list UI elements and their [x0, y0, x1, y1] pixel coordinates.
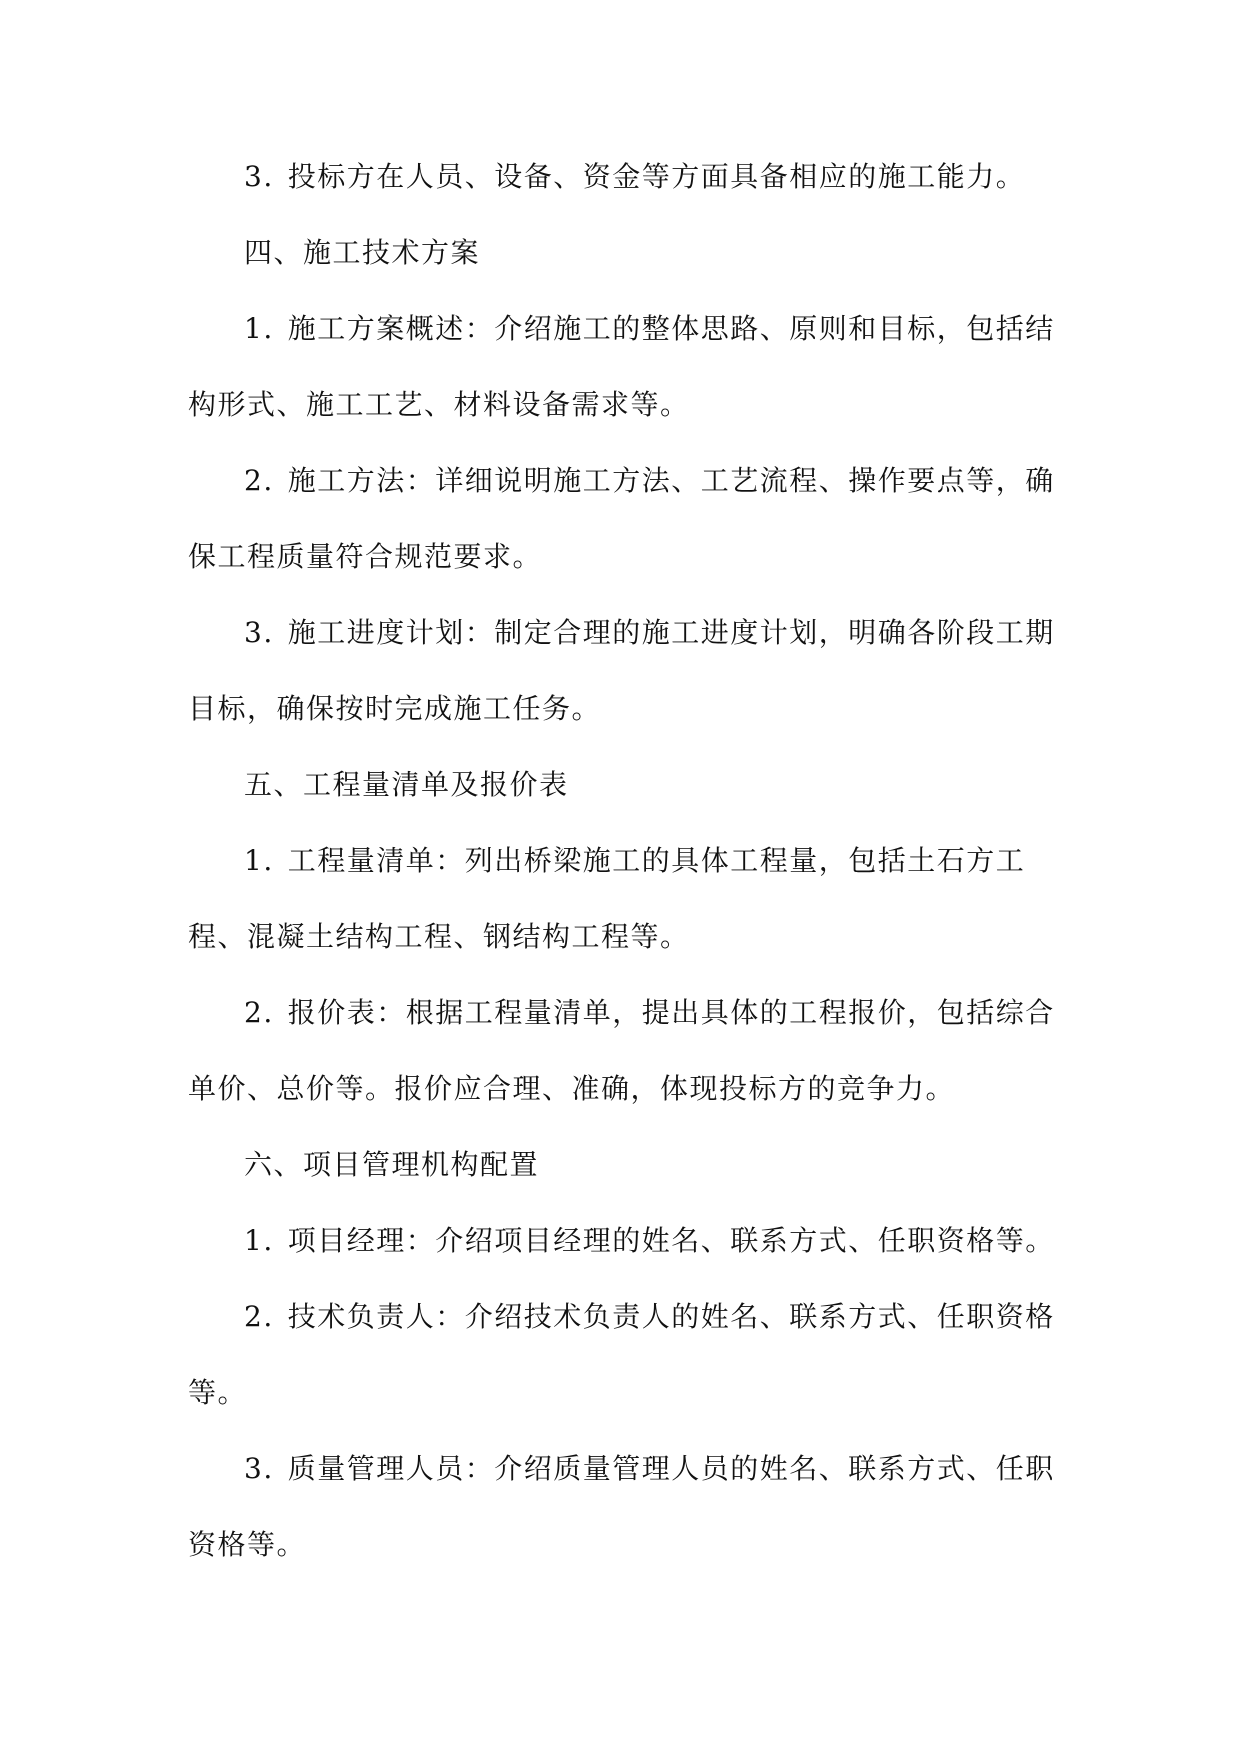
item-text: 质量管理人员：介绍质量管理人员的姓名、联系方式、任职资格等。 [188, 1452, 1055, 1561]
heading-text: 六、项目管理机构配置 [244, 1148, 540, 1181]
item-number: 1. [244, 844, 274, 877]
item-text: 施工进度计划：制定合理的施工进度计划，明确各阶段工期目标，确保按时完成施工任务。 [188, 616, 1055, 725]
item-number: 3. [244, 1452, 274, 1485]
item-text: 施工方法：详细说明施工方法、工艺流程、操作要点等，确保工程质量符合规范要求。 [188, 464, 1055, 573]
item-text: 投标方在人员、设备、资金等方面具备相应的施工能力。 [287, 160, 1026, 193]
item-number: 3. [244, 616, 274, 649]
list-item [188, 975, 1056, 1127]
list-item [188, 1203, 1056, 1279]
item-number: 2. [244, 996, 274, 1029]
item-text: 工程量清单：列出桥梁施工的具体工程量，包括土石方工程、混凝土结构工程、钢结构工程等。 [188, 844, 1026, 953]
item-number: 2. [244, 464, 274, 497]
heading-text: 五、工程量清单及报价表 [244, 768, 569, 801]
section-heading [188, 747, 1056, 823]
list-item [188, 595, 1056, 747]
list-item [188, 823, 1056, 975]
heading-text: 四、施工技术方案 [244, 236, 481, 269]
item-text: 项目经理：介绍项目经理的姓名、联系方式、任职资格等。 [287, 1224, 1055, 1257]
list-item [188, 139, 1056, 215]
list-item [188, 1431, 1056, 1583]
list-item [188, 291, 1056, 443]
list-item [188, 443, 1056, 595]
item-number: 1. [244, 312, 274, 345]
section-heading [188, 215, 1056, 291]
list-item [188, 1279, 1056, 1431]
item-number: 1. [244, 1224, 274, 1257]
item-text: 报价表：根据工程量清单，提出具体的工程报价，包括综合单价、总价等。报价应合理、准确，体现投标方的竞争力。 [188, 996, 1055, 1105]
document-body [188, 139, 1056, 1583]
section-heading [188, 1127, 1056, 1203]
item-number: 3. [244, 160, 274, 193]
item-text: 技术负责人：介绍技术负责人的姓名、联系方式、任职资格等。 [188, 1300, 1055, 1409]
item-number: 2. [244, 1300, 274, 1333]
item-text: 施工方案概述：介绍施工的整体思路、原则和目标，包括结构形式、施工工艺、材料设备需求等。 [188, 312, 1055, 421]
